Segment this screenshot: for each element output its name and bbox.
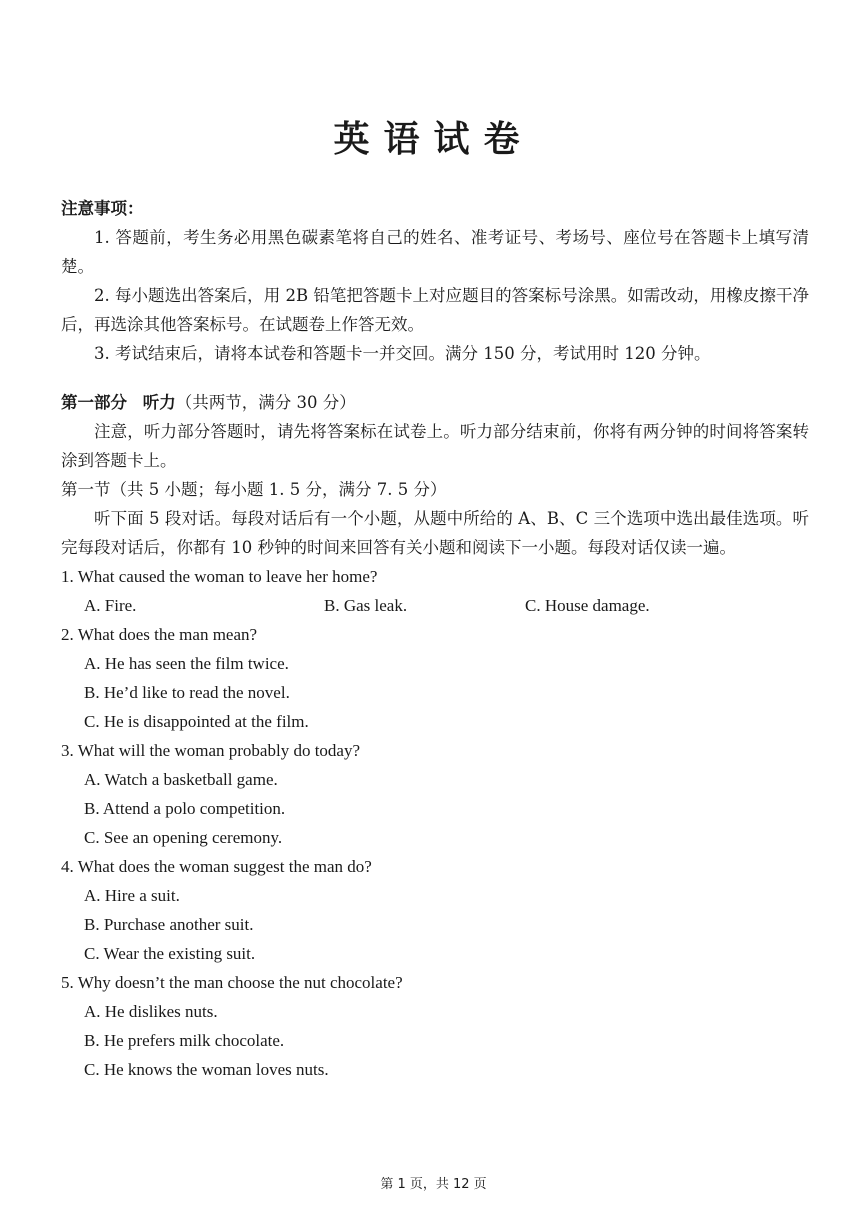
question-2-option-c: C. He is disappointed at the film. xyxy=(84,712,309,731)
page-number-footer: 第 1 页，共 12 页 xyxy=(380,1177,487,1192)
part1-instruction: 注意，听力部分答题时，请先将答案标在试卷上。听力部分结束前，你将有两分钟的时间将答案转涂到答题卡上。 xyxy=(61,422,809,470)
question-1-option-a: A. Fire. xyxy=(84,596,137,615)
question-4-option-a: A. Hire a suit. xyxy=(84,886,180,905)
part1-detail: （共两节，满分 30 分） xyxy=(175,393,356,412)
question-3-option-b: B. Attend a polo competition. xyxy=(84,799,286,818)
question-5-option-a: A. He dislikes nuts. xyxy=(84,1002,218,1021)
question-3-option-c: C. See an opening ceremony. xyxy=(84,828,283,847)
notice-item-3: 3. 考试结束后，请将本试卷和答题卡一并交回。满分 150 分，考试用时 120 分钟。 xyxy=(94,344,711,363)
question-1-option-c: C. House damage. xyxy=(525,596,650,615)
question-4-option-b: B. Purchase another suit. xyxy=(84,915,254,934)
notice-heading: 注意事项： xyxy=(61,199,144,218)
part1-name: 听力 xyxy=(142,393,176,412)
exam-content xyxy=(61,194,809,1084)
question-1-stem: 1. What caused the woman to leave her home? xyxy=(61,567,378,586)
question-2-stem: 2. What does the man mean? xyxy=(61,625,258,644)
question-2-option-a: A. He has seen the film twice. xyxy=(84,654,289,673)
section1-heading: 第一节（共 5 小题；每小题 1. 5 分，满分 7. 5 分） xyxy=(61,480,447,499)
question-1-option-b: B. Gas leak. xyxy=(324,596,408,615)
question-4-stem: 4. What does the woman suggest the man do? xyxy=(61,857,372,876)
notice-item-1: 1. 答题前，考生务必用黑色碳素笔将自己的姓名、准考证号、考场号、座位号在答题卡上填写清楚。 xyxy=(61,228,809,276)
section1-instruction: 听下面 5 段对话。每段对话后有一个小题，从题中所给的 A、B、C 三个选项中选出最佳选项。听完每段对话后，你都有 10 秒钟的时间来回答有关小题和阅读下一小题。每段对话仅读一遍。 xyxy=(61,509,809,557)
part1-heading xyxy=(61,388,809,417)
page-title: 英语试卷 xyxy=(333,119,534,160)
question-3-stem: 3. What will the woman probably do today? xyxy=(61,741,361,760)
question-5-option-c: C. He knows the woman loves nuts. xyxy=(84,1060,329,1079)
question-5-option-b: B. He prefers milk chocolate. xyxy=(84,1031,285,1050)
question-3-option-a: A. Watch a basketball game. xyxy=(84,770,278,789)
section-gap xyxy=(61,368,809,388)
part1-label: 第一部分 xyxy=(61,393,127,412)
question-4-option-c: C. Wear the existing suit. xyxy=(84,944,256,963)
question-2-option-b: B. He’d like to read the novel. xyxy=(84,683,290,702)
question-1-options xyxy=(84,591,809,620)
question-5-stem: 5. Why doesn’t the man choose the nut chocolate? xyxy=(61,973,403,992)
notice-item-2: 2. 每小题选出答案后，用 2B 铅笔把答题卡上对应题目的答案标号涂黑。如需改动，用橡皮擦干净后，再选涂其他答案标号。在试题卷上作答无效。 xyxy=(61,286,809,334)
